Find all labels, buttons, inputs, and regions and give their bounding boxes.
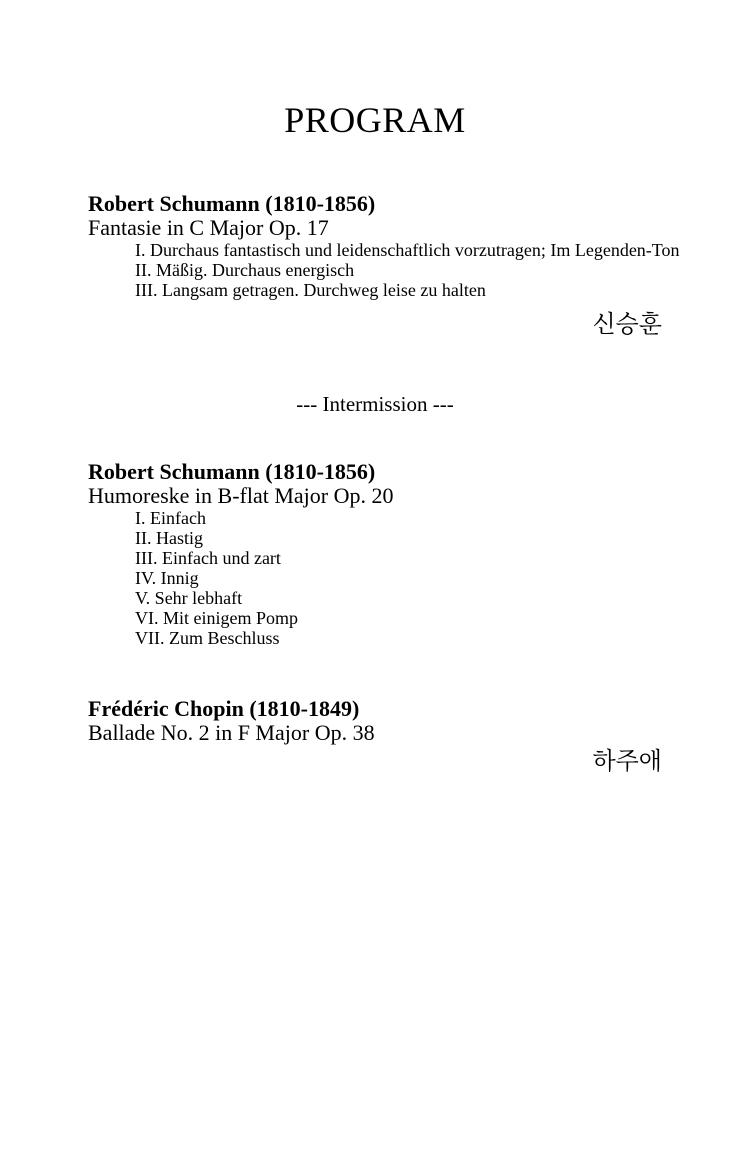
movement-item: II. Hastig	[135, 528, 203, 548]
program-page	[0, 100, 750, 1160]
page-title: PROGRAM	[284, 100, 466, 140]
movement-item: V. Sehr lebhaft	[135, 588, 243, 608]
work-title: Humoreske in B-flat Major Op. 20	[88, 483, 394, 508]
movement-item: IV. Innig	[135, 568, 199, 588]
performer-name: 신승훈	[592, 311, 662, 338]
work-title: Fantasie in C Major Op. 17	[88, 215, 329, 240]
movement-item: I. Einfach	[135, 508, 206, 528]
program-section	[88, 697, 662, 775]
composer-name: Frédéric Chopin (1810-1849)	[88, 696, 360, 721]
composer-name: Robert Schumann (1810-1856)	[88, 459, 376, 484]
page-content	[0, 100, 750, 775]
movement-item: VI. Mit einigem Pomp	[135, 608, 298, 628]
movement-list	[88, 508, 662, 648]
movement-item: III. Einfach und zart	[135, 548, 281, 568]
movement-item: VII. Zum Beschluss	[135, 628, 280, 648]
program-section	[88, 460, 662, 648]
composer-name: Robert Schumann (1810-1856)	[88, 191, 376, 216]
work-title: Ballade No. 2 in F Major Op. 38	[88, 720, 375, 745]
performer-name: 하주애	[592, 748, 662, 775]
movement-item: I. Durchaus fantastisch und leidenschaftlich vorzutragen; Im Legenden-Ton	[135, 240, 680, 260]
movement-list	[88, 240, 680, 300]
movement-item: II. Mäßig. Durchaus energisch	[135, 260, 355, 280]
program-section	[88, 191, 680, 338]
intermission-label: --- Intermission ---	[296, 392, 454, 416]
movement-item: III. Langsam getragen. Durchweg leise zu halten	[135, 280, 486, 300]
